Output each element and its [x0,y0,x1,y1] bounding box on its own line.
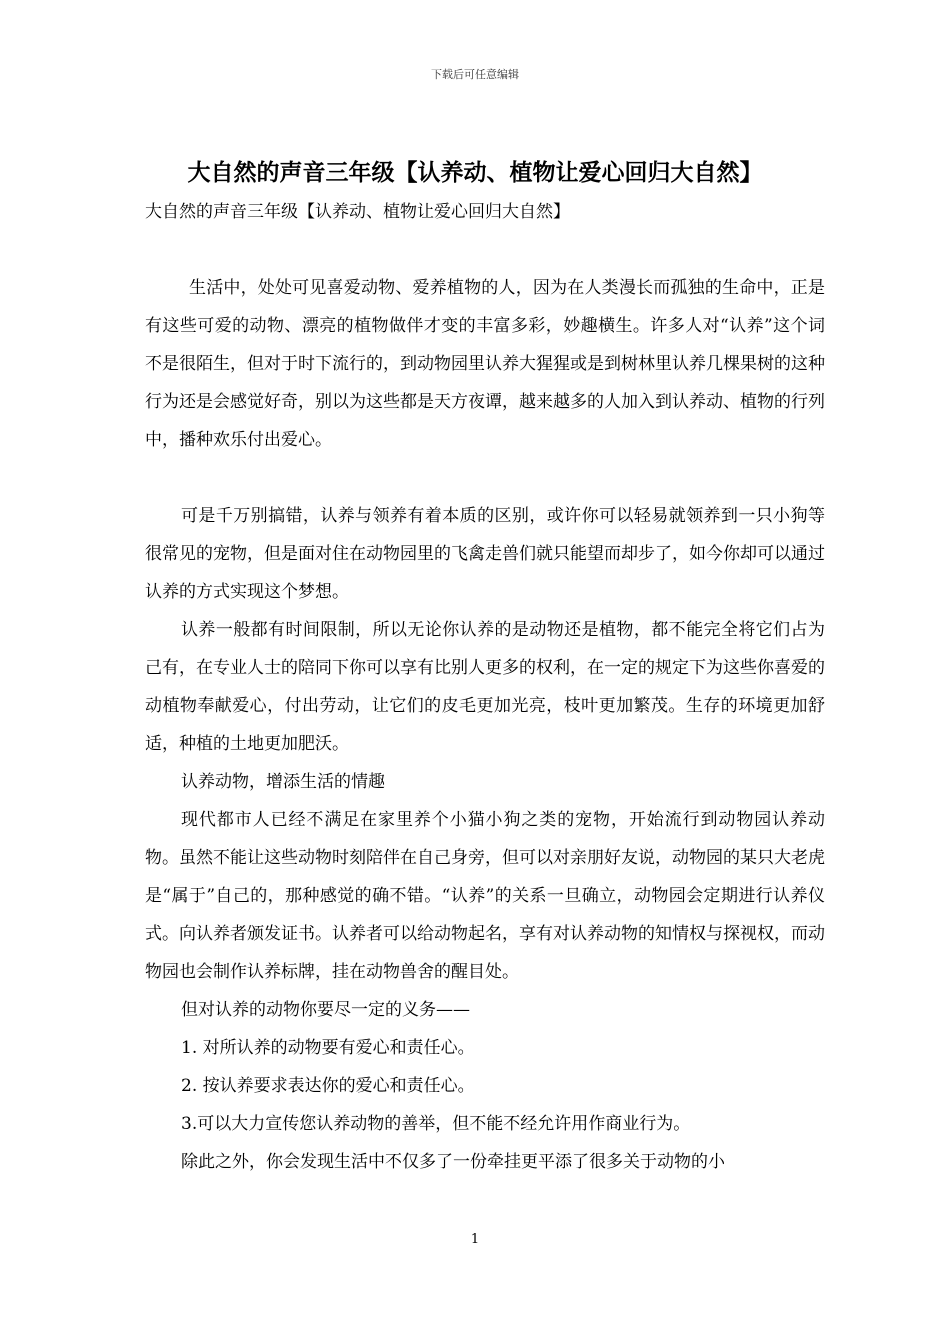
document-subtitle: 大自然的声音三年级【认养动、植物让爱心回归大自然】 [145,202,570,222]
page-number: 1 [470,1232,480,1247]
document-title: 大自然的声音三年级【认养动、植物让爱心回归大自然】 [187,160,763,186]
list-item-3: 3.可以大力宣传您认养动物的善举，但不能不经允许用作商业行为。 [181,1114,691,1134]
spacer [145,459,825,497]
paragraph-intro: 生活中，处处可见喜爱动物、爱养植物的人，因为在人类漫长而孤独的生命中，正是有这些可爱的动物、漂亮的植物做伴才变的丰富多彩，妙趣横生。许多人对“认养”这个词不是很陌生，但对于时下流行的，到动物园里认养大猩猩或是到树林里认养几棵果树的这种行为还是会感觉好奇，别以为这些都是天方夜谭，越来越多的人加入到认养动、植物的行列中，播种欢乐付出爱心。 [145,278,825,450]
paragraph-difference: 可是千万别搞错，认养与领养有着本质的区别，或许你可以轻易就领养到一只小狗等很常见的宠物，但是面对住在动物园里的飞禽走兽们就只能望而却步了，如今你却可以通过认养的方式实现这个梦想。 [145,506,825,602]
document-body [145,193,825,1181]
page-header: 下载后可任意编辑 [431,68,519,81]
paragraph-zoo-adoption: 现代都市人已经不满足在家里养个小猫小狗之类的宠物，开始流行到动物园认养动物。虽然不能让这些动物时刻陪伴在自己身旁，但可以对亲朋好友说，动物园的某只大老虎是“属于”自己的，那种感觉的确不错。“认养”的关系一旦确立，动物园会定期进行认养仪式。向认养者颁发证书。认养者可以给动物起名，享有对认养动物的知情权与探视权，而动物园也会制作认养标牌，挂在动物兽舍的醒目处。 [145,810,825,982]
paragraph-besides: 除此之外，你会发现生活中不仅多了一份牵挂更平添了很多关于动物的小 [181,1152,725,1172]
list-item-2: 2. 按认养要求表达你的爱心和责任心。 [181,1076,475,1096]
spacer [145,231,825,269]
paragraph-obligations: 但对认养的动物你要尽一定的义务—— [181,1000,470,1020]
paragraph-time-limit: 认养一般都有时间限制，所以无论你认养的是动物还是植物，都不能完全将它们占为己有，在专业人士的陪同下你可以享有比别人更多的权利，在一定的规定下为这些你喜爱的动植物奉献爱心，付出劳动，让它们的皮毛更加光亮，枝叶更加繁茂。生存的环境更加舒适，种植的土地更加肥沃。 [145,620,825,754]
list-item-1: 1. 对所认养的动物要有爱心和责任心。 [181,1038,475,1058]
section-heading-animals: 认养动物，增添生活的情趣 [181,772,385,792]
